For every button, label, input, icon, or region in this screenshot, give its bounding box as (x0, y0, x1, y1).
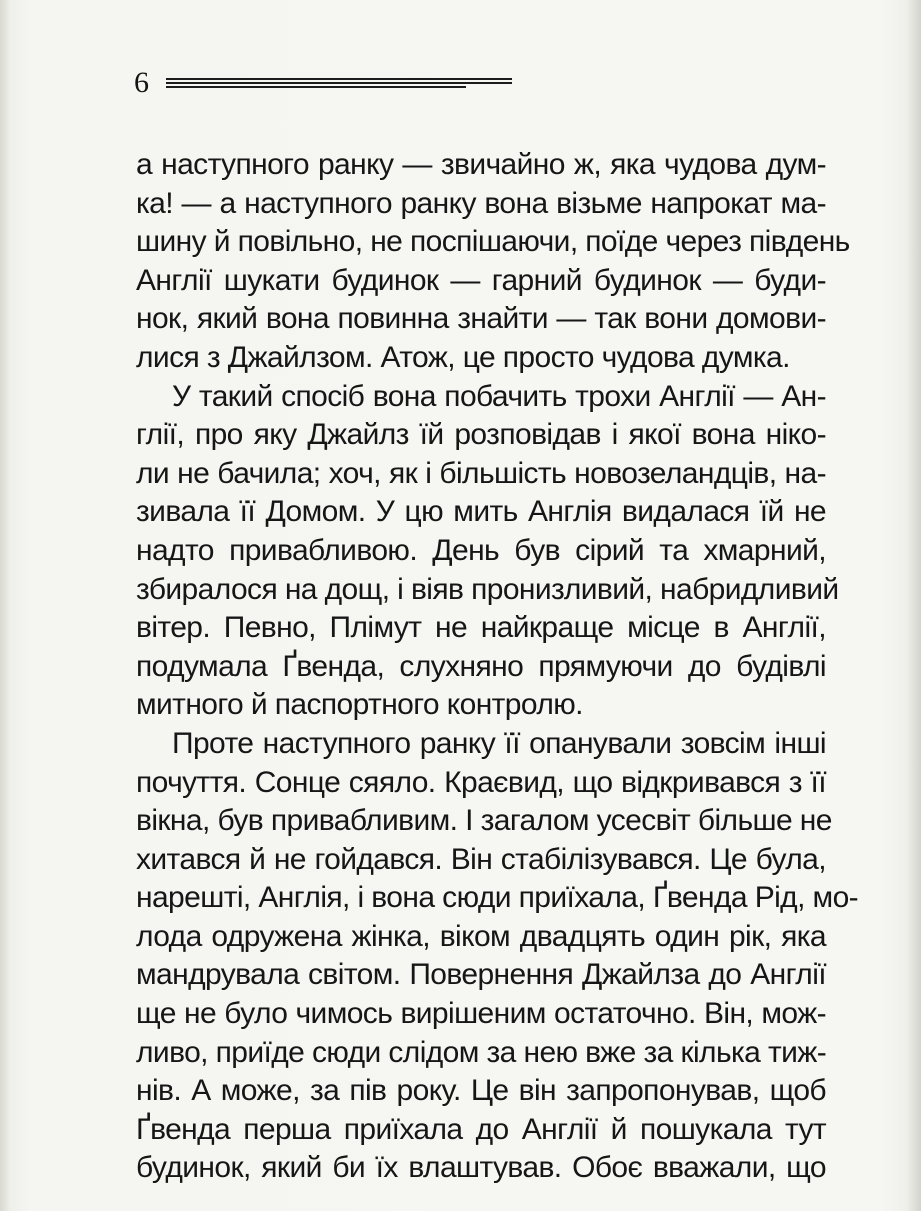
text-line: почуття. Сонце сяяло. Краєвид, що відкривався з її (136, 765, 826, 799)
text-line: надто привабливою. День був сірий та хмарний, (136, 533, 826, 567)
text-line: вітер. Певно, Плімут не найкраще місце в Англії, (136, 611, 826, 645)
text-line: митного й паспортного контролю. (136, 688, 583, 722)
header-rule-line (166, 86, 466, 88)
header-rule-line (166, 82, 512, 84)
text-line: збиралося на дощ, і віяв пронизливий, набридливий (136, 572, 839, 606)
text-line: мандрувала світом. Повернення Джайлза до Англії (136, 958, 826, 992)
body-text (136, 146, 859, 1188)
paragraph-1 (136, 146, 850, 378)
paragraph-2 (136, 378, 839, 725)
page-header (134, 66, 514, 100)
header-rule (166, 78, 512, 90)
text-line: глії, про яку Джайлз їй розповідав і якої вона ніко- (136, 418, 826, 452)
text-line: хитався й не гойдався. Він стабілізувався. Це була, (136, 842, 826, 876)
text-line: ка! — а наступного ранку вона візьме напрокат ма- (136, 186, 826, 220)
text-line: зивала її Домом. У цю мить Англія видалася їй не (136, 495, 826, 529)
text-line: а наступного ранку — звичайно ж, яка чудова дум- (136, 148, 826, 181)
text-line: ще не було чимось вирішеним остаточно. Він, мож- (136, 997, 826, 1031)
text-line: ли не бачила; хоч, як і більшість новозеландців, на- (136, 456, 826, 490)
header-rule-line (166, 78, 512, 80)
text-line: нів. А може, за пів року. Це він запропонував, щоб (136, 1074, 826, 1108)
page-edge-right (907, 0, 921, 1211)
text-line: шину й повільно, не поспішаючи, поїде через південь (136, 225, 850, 259)
text-line: вікна, був привабливим. І загалом усесвіт більше не (136, 804, 832, 838)
text-line: подумала Ґвенда, слухняно прямуючи до будівлі (136, 649, 826, 683)
text-line: лода одружена жінка, віком двадцять один рік, яка (136, 919, 826, 953)
text-line: лися з Джайлзом. Атож, це просто чудова думка. (136, 340, 790, 374)
text-line: нок, який вона повинна знайти — так вони домови- (136, 302, 826, 336)
text-line: Англії шукати будинок — гарний будинок — буди- (136, 263, 826, 297)
page-edge-left (0, 0, 10, 1211)
text-line: Проте наступного ранку її опанували зовсім інші (172, 726, 826, 760)
text-line: Ґвенда перша приїхала до Англії й пошукала тут (136, 1112, 826, 1146)
text-line: ливо, приїде сюди слідом за нею вже за кілька тиж- (136, 1035, 827, 1069)
page-number: 6 (134, 66, 149, 99)
text-line: будинок, який би їх влаштував. Обоє вважали, що (136, 1151, 826, 1185)
text-line: нарешті, Англія, і вона сюди приїхала, Ґвенда Рід, мо- (136, 881, 859, 915)
paragraph-3 (136, 725, 859, 1188)
text-line: У такий спосіб вона побачить трохи Англії — Ан- (172, 379, 826, 413)
